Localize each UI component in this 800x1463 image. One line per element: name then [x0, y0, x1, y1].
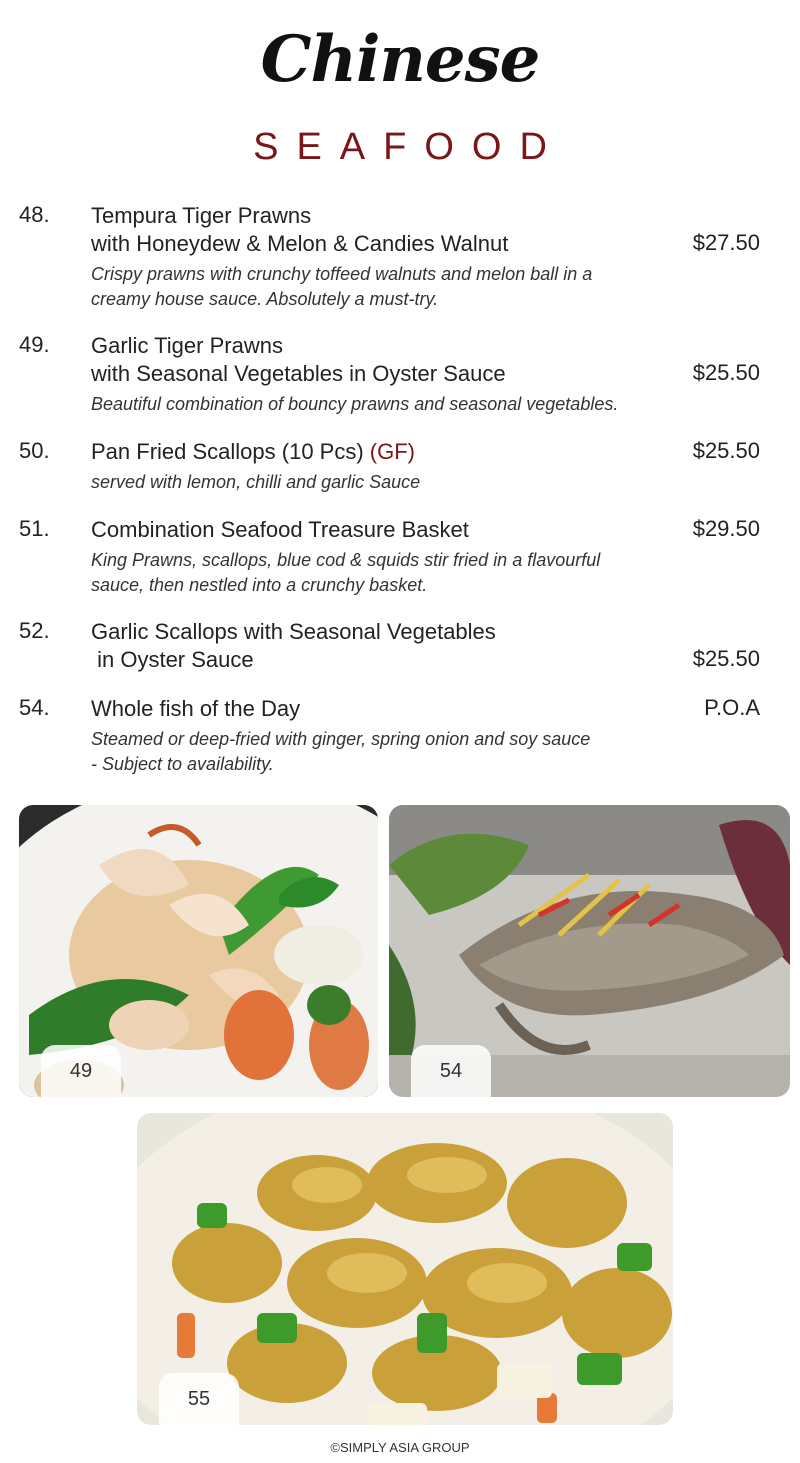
item-description: Steamed or deep-fried with ginger, spring onion and soy sauce - Subject to availability. — [91, 729, 591, 774]
gluten-free-tag: (GF) — [369, 439, 415, 464]
item-number: 50. — [19, 438, 50, 463]
copyright-footer: ©SIMPLY ASIA GROUP — [330, 1440, 470, 1455]
dish-photo-54 — [389, 805, 790, 1097]
item-price: $25.50 — [692, 438, 760, 463]
item-price: $29.50 — [692, 516, 760, 541]
item-name: Pan Fried Scallops (10 Pcs) (GF) — [91, 439, 415, 464]
item-name: Combination Seafood Treasure Basket — [91, 517, 469, 542]
item-description: served with lemon, chilli and garlic Sauce — [91, 472, 421, 492]
item-price: $27.50 — [692, 230, 760, 255]
section-title: SEAFOOD — [253, 126, 565, 168]
item-name: Garlic Scallops with Seasonal Vegetables — [91, 619, 496, 644]
item-name: Whole fish of the Day — [91, 696, 301, 721]
item-name: Tempura Tiger Prawns — [91, 203, 312, 228]
item-number: 49. — [19, 332, 50, 357]
item-name-line2: with Honeydew & Melon & Candies Walnut — [91, 231, 509, 256]
item-price: $25.50 — [692, 360, 760, 385]
item-name-line2: with Seasonal Vegetables in Oyster Sauce — [91, 361, 506, 386]
item-description: Crispy prawns with crunchy toffeed walnuts and melon ball in a creamy house sauce. Absolutely a must-try. — [91, 264, 593, 309]
item-name-line2: in Oyster Sauce — [91, 647, 254, 672]
item-number: 48. — [19, 202, 50, 227]
item-description: Beautiful combination of bouncy prawns and seasonal vegetables. — [91, 394, 619, 414]
item-description: King Prawns, scallops, blue cod & squids stir fried in a flavourful sauce, then nestled into a crunchy basket. — [91, 550, 601, 595]
photo-label: 55 — [159, 1373, 239, 1425]
photo-label: 54 — [411, 1045, 491, 1097]
item-name: Garlic Tiger Prawns — [91, 333, 283, 358]
dish-photo-49 — [19, 805, 378, 1097]
photo-label: 49 — [41, 1045, 121, 1097]
brand-title: Chinese — [260, 22, 540, 97]
item-price: $25.50 — [692, 646, 760, 671]
item-number: 51. — [19, 516, 50, 541]
item-number: 54. — [19, 695, 50, 720]
dish-photo-55 — [137, 1113, 673, 1425]
item-price: P.O.A — [704, 695, 760, 720]
item-number: 52. — [19, 618, 50, 643]
